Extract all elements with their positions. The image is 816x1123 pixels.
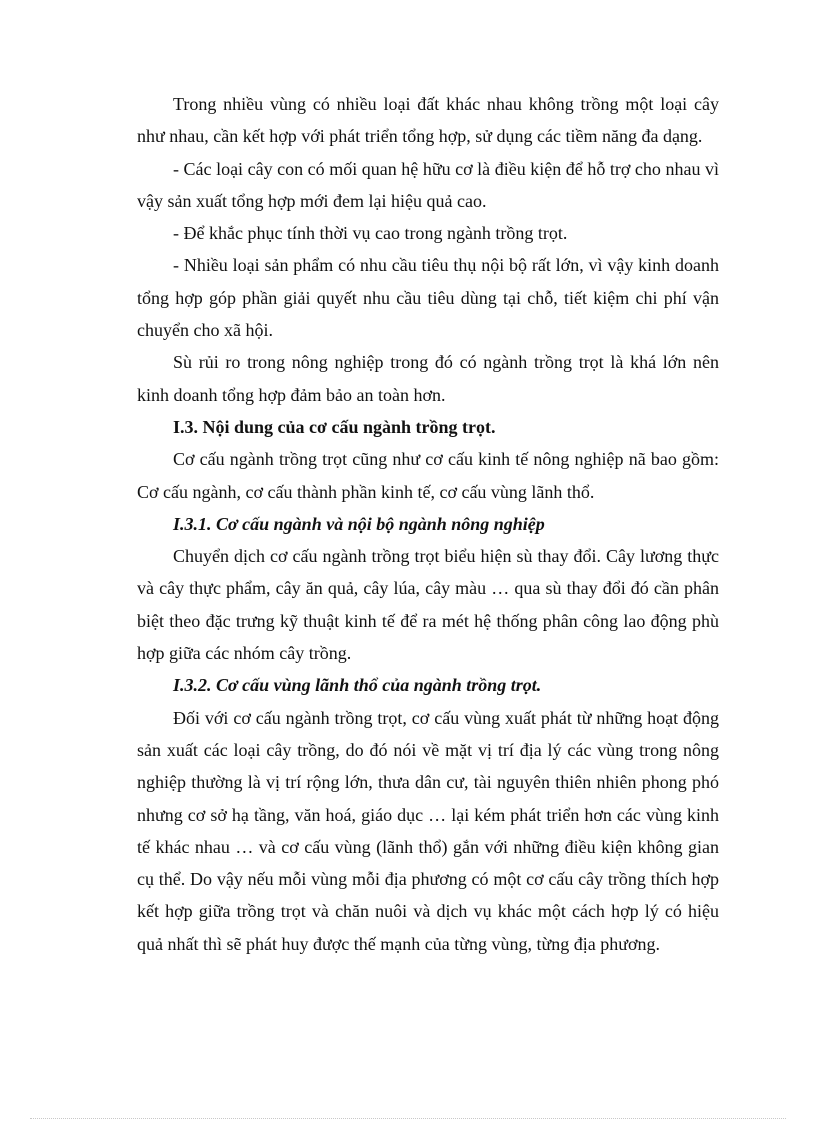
paragraph: Đối với cơ cấu ngành trồng trọt, cơ cấu vùng xuất phát từ những hoạt động sản xuất các loại cây trồng, do đó nói về mặt vị trí địa lý các vùng trong nông nghiệp thường là vị trí rộng lớn, thưa dân cư, tài nguyên thiên nhiên phong phó nhưng cơ sở hạ tầng, văn hoá, giáo dục … lại kém phát triển hơn các vùng kinh tế khác nhau … và cơ cấu vùng (lãnh thổ) gắn với những điều kiện không gian cụ thể. Do vậy nếu mỗi vùng mỗi địa phương có một cơ cấu cây trồng thích hợp kết hợp giữa trồng trọt và chăn nuôi và dịch vụ khác một cách hợp lý có hiệu quả nhất thì sẽ phát huy được thế mạnh của từng vùng, từng địa phương.	[137, 707, 719, 954]
bullet-paragraph: - Để khắc phục tính thời vụ cao trong ngành trồng trọt.	[173, 223, 568, 244]
paragraph: Sù rủi ro trong nông nghiệp trong đó có ngành trồng trọt là khá lớn nên kinh doanh tổng hợp đảm bảo an toàn hơn.	[137, 352, 719, 405]
document-body	[137, 88, 719, 960]
page-bottom-divider	[30, 1118, 786, 1119]
paragraph: Cơ cấu ngành trồng trọt cũng như cơ cấu kinh tế nông nghiệp nã bao gồm: Cơ cấu ngành, cơ cấu thành phần kinh tế, cơ cấu vùng lãnh thổ.	[137, 449, 719, 502]
paragraph: Chuyển dịch cơ cấu ngành trồng trọt biểu hiện sù thay đổi. Cây lương thực và cây thực phẩm, cây ăn quả, cây lúa, cây màu … qua sù thay đổi đó cần phân biệt theo đặc trưng kỹ thuật kinh tế để ra mét hệ thống phân công lao động phù hợp giữa các nhóm cây trồng.	[137, 546, 719, 664]
bullet-paragraph: - Các loại cây con có mối quan hệ hữu cơ là điều kiện để hỗ trợ cho nhau vì vậy sản xuất tổng hợp mới đem lại hiệu quả cao.	[137, 158, 719, 211]
subsection-heading: I.3.2. Cơ cấu vùng lãnh thổ của ngành trồng trọt.	[173, 675, 542, 696]
subsection-heading: I.3.1. Cơ cấu ngành và nội bộ ngành nông nghiệp	[173, 513, 545, 534]
paragraph: Trong nhiều vùng có nhiều loại đất khác nhau không trồng một loại cây như nhau, cần kết hợp với phát triển tổng hợp, sử dụng các tiềm năng đa dạng.	[137, 94, 719, 147]
section-heading: I.3. Nội dung của cơ cấu ngành trồng trọt.	[173, 416, 496, 437]
bullet-paragraph: - Nhiều loại sản phẩm có nhu cầu tiêu thụ nội bộ rất lớn, vì vậy kinh doanh tổng hợp góp phần giải quyết nhu cầu tiêu dùng tại chỗ, tiết kiệm chi phí vận chuyển cho xã hội.	[137, 255, 719, 341]
